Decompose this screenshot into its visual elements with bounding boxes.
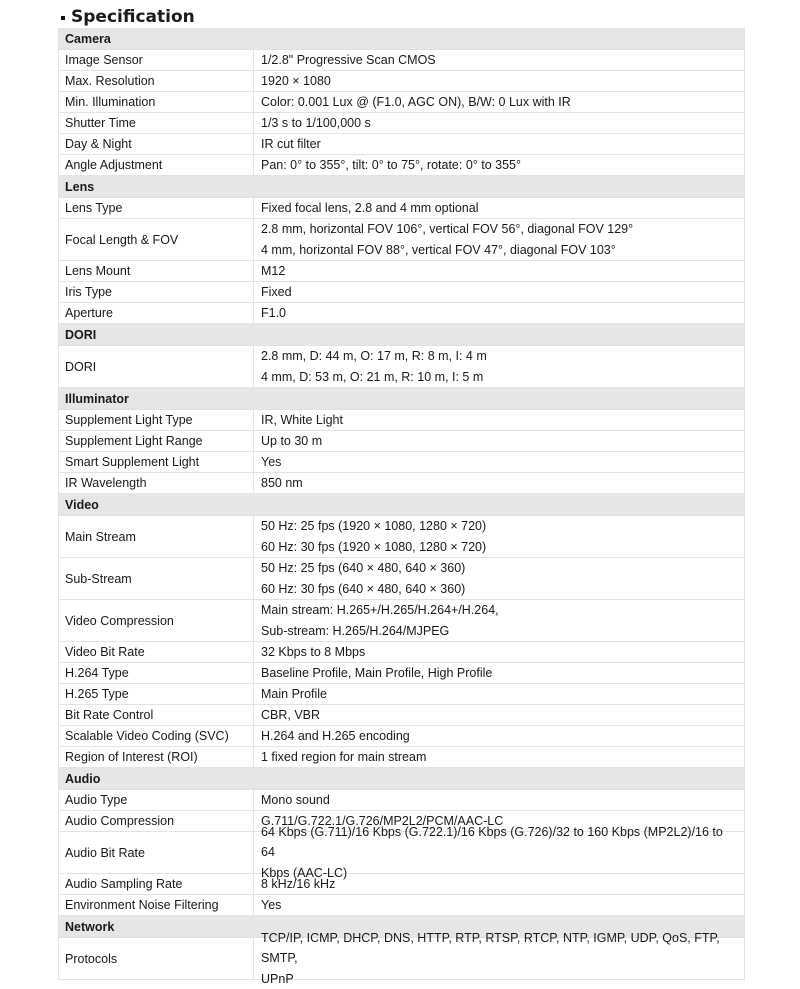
spec-value-line: H.264 and H.265 encoding: [261, 728, 410, 743]
spec-value: [254, 663, 744, 683]
spec-value: [254, 410, 744, 430]
spec-value-line: CBR, VBR: [261, 707, 321, 722]
spec-key: Bit Rate Control: [59, 705, 254, 725]
spec-row: [59, 134, 744, 155]
spec-row: [59, 113, 744, 134]
spec-key: DORI: [59, 346, 254, 387]
spec-value-line: 1/3 s to 1/100,000 s: [261, 115, 371, 130]
spec-value: [254, 874, 744, 894]
spec-row: [59, 895, 744, 916]
spec-key: Day & Night: [59, 134, 254, 154]
spec-value-line: Mono sound: [261, 792, 330, 807]
spec-value-line: 2.8 mm, horizontal FOV 106°, vertical FOV 56°, diagonal FOV 129°: [261, 222, 634, 236]
spec-key: Smart Supplement Light: [59, 452, 254, 472]
spec-key: Supplement Light Type: [59, 410, 254, 430]
spec-row: [59, 790, 744, 811]
section-header: Lens: [59, 176, 744, 198]
spec-key: Audio Sampling Rate: [59, 874, 254, 894]
page-title: [61, 6, 195, 28]
spec-value: [254, 747, 744, 767]
spec-value-line: Color: 0.001 Lux @ (F1.0, AGC ON), B/W: 0 Lux with IR: [261, 94, 571, 109]
spec-value-line: Main Profile: [261, 686, 327, 701]
spec-row: [59, 558, 744, 600]
spec-value-line: Kbps (AAC-LC): [261, 865, 348, 880]
spec-row: [59, 663, 744, 684]
spec-key: Aperture: [59, 303, 254, 323]
spec-value-line: 2.8 mm, D: 44 m, O: 17 m, R: 8 m, I: 4 m: [261, 349, 487, 363]
spec-value: [254, 473, 744, 493]
spec-value: [254, 726, 744, 746]
spec-value-line: Baseline Profile, Main Profile, High Profile: [261, 665, 493, 680]
spec-value-line: TCP/IP, ICMP, DHCP, DNS, HTTP, RTP, RTSP, RTCP, NTP, IGMP, UDP, QoS, FTP, SMTP,: [261, 930, 720, 966]
spec-value-line: F1.0: [261, 305, 287, 320]
spec-row: [59, 824, 744, 880]
section-header: Illuminator: [59, 388, 744, 410]
spec-row: [59, 452, 744, 473]
spec-value-line: 60 Hz: 30 fps (640 × 480, 640 × 360): [261, 581, 466, 596]
spec-value-line: 1/2.8" Progressive Scan CMOS: [261, 52, 436, 67]
spec-value-line: 64 Kbps (G.711)/16 Kbps (G.722.1)/16 Kbps (G.726)/32 to 160 Kbps (MP2L2)/16 to 64: [261, 824, 723, 860]
spec-value-line: 4 mm, horizontal FOV 88°, vertical FOV 47°, diagonal FOV 103°: [261, 242, 616, 257]
spec-value: [254, 930, 744, 986]
spec-key: Scalable Video Coding (SVC): [59, 726, 254, 746]
spec-row: [59, 410, 744, 431]
spec-value-line: Main stream: H.265+/H.265/H.264+/H.264,: [261, 603, 499, 617]
spec-value: [254, 282, 744, 302]
spec-value: [254, 134, 744, 154]
spec-key: Iris Type: [59, 282, 254, 302]
spec-value-line: 50 Hz: 25 fps (1920 × 1080, 1280 × 720): [261, 519, 487, 533]
spec-value: [254, 113, 744, 133]
spec-row: [59, 303, 744, 324]
spec-key: Audio Bit Rate: [59, 832, 254, 873]
spec-key: Image Sensor: [59, 50, 254, 70]
spec-row: [59, 600, 744, 642]
spec-row: [59, 874, 744, 895]
spec-value: [254, 684, 744, 704]
spec-value-line: M12: [261, 263, 286, 278]
spec-value-line: 60 Hz: 30 fps (1920 × 1080, 1280 × 720): [261, 539, 487, 554]
spec-key: Min. Illumination: [59, 92, 254, 112]
spec-value-line: UPnP: [261, 971, 294, 986]
specification-table: [58, 28, 745, 986]
section-header: Camera: [59, 28, 744, 50]
spec-row: [59, 219, 744, 261]
spec-value-line: 50 Hz: 25 fps (640 × 480, 640 × 360): [261, 561, 466, 575]
section-header: Audio: [59, 768, 744, 790]
spec-key: Main Stream: [59, 516, 254, 557]
spec-row: [59, 50, 744, 71]
spec-value: [254, 790, 744, 810]
spec-value: [254, 600, 744, 641]
spec-key: Region of Interest (ROI): [59, 747, 254, 767]
spec-key: Angle Adjustment: [59, 155, 254, 175]
spec-key: Focal Length & FOV: [59, 219, 254, 260]
spec-value: [254, 71, 744, 91]
spec-key: Environment Noise Filtering: [59, 895, 254, 915]
spec-row: [59, 642, 744, 663]
spec-value: [254, 155, 744, 175]
spec-value: [254, 92, 744, 112]
spec-value: [254, 431, 744, 451]
spec-value-line: 1920 × 1080: [261, 73, 331, 88]
spec-value-line: 32 Kbps to 8 Mbps: [261, 644, 366, 659]
spec-row: [59, 473, 744, 494]
spec-value: [254, 346, 744, 387]
spec-row: [59, 930, 744, 986]
spec-value-line: Yes: [261, 454, 282, 469]
spec-value: [254, 895, 744, 915]
spec-key: Shutter Time: [59, 113, 254, 133]
spec-row: [59, 155, 744, 176]
spec-row: [59, 261, 744, 282]
spec-row: [59, 71, 744, 92]
spec-value-line: IR, White Light: [261, 412, 343, 427]
spec-value-line: Pan: 0° to 355°, tilt: 0° to 75°, rotate: 0° to 355°: [261, 157, 522, 172]
section-header: DORI: [59, 324, 744, 346]
spec-value: [254, 198, 744, 218]
spec-value: [254, 516, 744, 557]
spec-value-line: 8 kHz/16 kHz: [261, 876, 336, 891]
spec-value-line: Fixed focal lens, 2.8 and 4 mm optional: [261, 200, 479, 215]
spec-row: [59, 516, 744, 558]
spec-value-line: Sub-stream: H.265/H.264/MJPEG: [261, 623, 450, 638]
spec-value-line: G.711/G.722.1/G.726/MP2L2/PCM/AAC-LC: [261, 813, 504, 828]
spec-row: [59, 431, 744, 452]
spec-value: [254, 705, 744, 725]
title-text: Specification: [71, 7, 195, 27]
bullet-icon: [61, 16, 65, 20]
spec-key: Sub-Stream: [59, 558, 254, 599]
section-header: Network: [59, 916, 744, 938]
spec-key: H.264 Type: [59, 663, 254, 683]
spec-key: Lens Mount: [59, 261, 254, 281]
spec-row: [59, 346, 744, 388]
spec-row: [59, 684, 744, 705]
spec-value-line: Fixed: [261, 284, 292, 299]
spec-value: [254, 50, 744, 70]
spec-value: [254, 303, 744, 323]
spec-key: H.265 Type: [59, 684, 254, 704]
spec-row: [59, 747, 744, 768]
spec-key: IR Wavelength: [59, 473, 254, 493]
spec-value: [254, 219, 744, 260]
spec-row: [59, 726, 744, 747]
spec-value-line: IR cut filter: [261, 136, 321, 151]
spec-row: [59, 282, 744, 303]
spec-value-line: 850 nm: [261, 475, 303, 490]
spec-value: [254, 452, 744, 472]
spec-row: [59, 92, 744, 113]
spec-value-line: 1 fixed region for main stream: [261, 749, 427, 764]
spec-key: Video Compression: [59, 600, 254, 641]
spec-value: [254, 558, 744, 599]
spec-key: Lens Type: [59, 198, 254, 218]
spec-value: [254, 824, 744, 880]
spec-value-line: Up to 30 m: [261, 433, 323, 448]
spec-value: [254, 642, 744, 662]
spec-key: Max. Resolution: [59, 71, 254, 91]
spec-key: Video Bit Rate: [59, 642, 254, 662]
spec-key: Supplement Light Range: [59, 431, 254, 451]
spec-value: [254, 261, 744, 281]
spec-key: Audio Compression: [59, 811, 254, 831]
spec-row: [59, 705, 744, 726]
spec-row: [59, 198, 744, 219]
spec-key: Audio Type: [59, 790, 254, 810]
section-header: Video: [59, 494, 744, 516]
spec-value-line: 4 mm, D: 53 m, O: 21 m, R: 10 m, I: 5 m: [261, 369, 484, 384]
spec-value-line: Yes: [261, 897, 282, 912]
spec-key: Protocols: [59, 938, 254, 979]
